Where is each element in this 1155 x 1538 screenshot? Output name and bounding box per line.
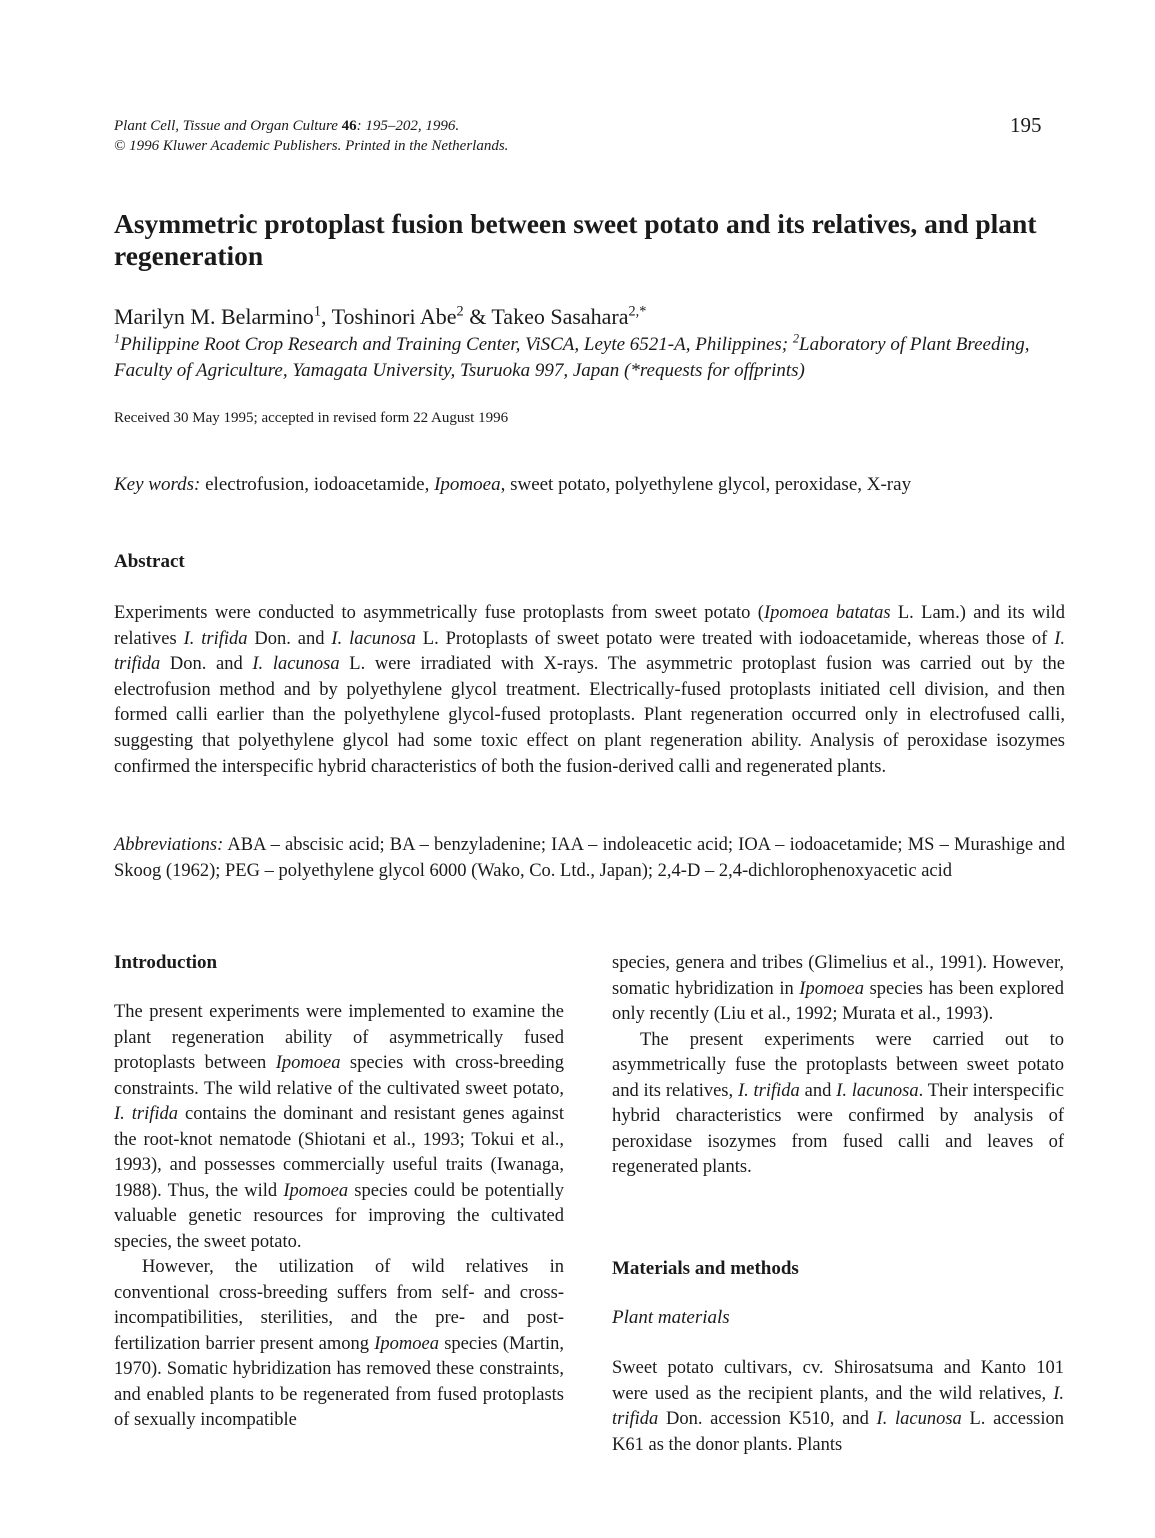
author-separator: , <box>320 304 332 329</box>
paragraph-span: Don. accession K510, and <box>658 1409 877 1429</box>
paragraph <box>612 1356 1064 1458</box>
paragraph-span: I. trifida <box>737 1080 800 1101</box>
paragraph-span: I. lacunosa <box>876 1409 962 1429</box>
left-column <box>114 1000 564 1434</box>
abstract-text-span: Ipomoea batatas <box>763 603 891 623</box>
right-column-intro <box>612 951 1064 1181</box>
author-name: Toshinori Abe <box>331 304 457 329</box>
copyright-line: © 1996 Kluwer Academic Publishers. Printed in the Netherlands. <box>114 138 509 154</box>
paragraph-span: and <box>799 1080 837 1101</box>
abstract-text-span: L. were irradiated with X-rays. The asymmetric protoplast fusion was carried out by the electrofusion method and by polyethylene glycol treatment. Electrically-fused protoplasts initiated cell division, and then formed calli earlier than the polyethylene glycol-fused protoplasts. Plant regeneration occurred only in electrofused calli, suggesting that polyethylene glycol had some toxic effect on plant regeneration ability. Analysis of peroxidase isozymes confirmed the interspecific hybrid characteristics of both the fusion-derived calli and regenerated plants. <box>114 654 1065 777</box>
abstract-text-span: I. lacunosa <box>252 654 340 675</box>
journal-pages: : 195–202, 1996. <box>356 118 460 134</box>
paragraph-span: Ipomoea <box>283 1180 349 1201</box>
journal-citation <box>114 116 508 156</box>
journal-volume: 46 <box>341 118 357 134</box>
abstract-text <box>114 601 1065 780</box>
paragraph-span: I. lacunosa <box>836 1080 919 1101</box>
paragraph-span: Ipomoea <box>275 1053 341 1073</box>
paragraph-span: However, the utilization of wild relatives in conventional cross-breeding suffers from self- and cross-incompatibilities, sterilities, and the pre- and post-fertilization barrier present among <box>114 1257 564 1354</box>
abstract-text-span: Don. and <box>247 628 332 649</box>
paragraph-span: Ipomoea <box>799 978 865 999</box>
paragraph <box>114 1255 564 1434</box>
paragraph-span: contains the dominant and resistant genes against the root-knot nematode (Shiotani et al., 1993; Tokui et al., 1993), and possesses commercially useful traits (Iwanaga, 1988). Thus, the wild <box>114 1104 564 1201</box>
author-affiliation-mark: 2,* <box>628 303 647 320</box>
paragraph-span: species (Martin, 1970). Somatic hybridization has removed these constraints, and enabled plants to be regenerated from fused protoplasts of sexually incompatible <box>114 1333 564 1430</box>
abstract-text-span: L. Lam.) and its wild relatives <box>114 603 1065 649</box>
abstract-text-span: I. trifida <box>183 628 248 649</box>
keywords-text: Ipomoea <box>434 474 501 495</box>
paragraph-span: Ipomoea <box>374 1333 439 1354</box>
page-number: 195 <box>1010 113 1042 137</box>
keywords-text: electrofusion, iodoacetamide, <box>200 474 435 495</box>
author-affiliation-mark: 1 <box>313 303 321 320</box>
author-list <box>114 304 646 330</box>
paragraph-span: The present experiments were implemented to examine the plant regeneration ability of asymmetrically fused protoplasts between <box>114 1002 564 1073</box>
abbreviations-label: Abbreviations: <box>114 835 224 855</box>
affiliation-mark: 2 <box>792 331 800 346</box>
methods-heading: Materials and methods <box>612 1258 799 1279</box>
author-name: Marilyn M. Belarmino <box>114 304 314 329</box>
abbreviations-text: ABA – abscisic acid; BA – benzyladenine; IAA – indoleacetic acid; IOA – iodoacetamide; MS – Murashige and Skoog (1962); PEG – polyethylene glycol 6000 (Wako, Co. Ltd., Japan); 2,4-D – 2,4-dichlorophenoxyacetic acid <box>114 835 1065 881</box>
introduction-heading: Introduction <box>114 952 218 973</box>
abstract-text-span: Don. and <box>160 654 253 675</box>
abbreviations <box>114 833 1065 884</box>
paragraph-span: L. accession K61 as the donor plants. Plants <box>612 1409 1064 1455</box>
author-separator: & <box>463 304 492 329</box>
affiliation-2: Laboratory of Plant Breeding, Faculty of Agriculture, Yamagata University, Tsuruoka 997, Japan (*requests for offprints) <box>114 334 1030 381</box>
paper-title: Asymmetric protoplast fusion between sweet potato and its relatives, and plant regeneration <box>114 208 1037 271</box>
paragraph-span: . Their interspecific hybrid characteristics were confirmed by analysis of peroxidase isozymes from fused calli and leaves of regenerated plants. <box>612 1080 1064 1177</box>
paragraph-span: species has been explored only recently (Liu et al., 1992; Murata et al., 1993). <box>612 978 1065 1024</box>
keywords <box>114 474 1054 496</box>
affiliation-1: Philippine Root Crop Research and Training Center, ViSCA, Leyte 6521-A, Philippines; <box>120 334 793 355</box>
paragraph <box>612 951 1064 1028</box>
paragraph-span: I. trifida <box>612 1383 1064 1429</box>
keywords-text: , sweet potato, polyethylene glycol, peroxidase, X-ray <box>500 474 912 495</box>
right-column-methods <box>612 1356 1064 1458</box>
journal-name: Plant Cell, Tissue and Organ Culture <box>114 118 338 134</box>
paragraph-span: species, genera and tribes (Glimelius et al., 1991). However, somatic hybridization in <box>612 953 1064 999</box>
paragraph-span: I. trifida <box>114 1104 179 1124</box>
abstract-text-span: L. Protoplasts of sweet potato were treated with iodoacetamide, whereas those of <box>415 628 1055 649</box>
abstract-text-span: I. trifida <box>114 628 1065 675</box>
author-name: Takeo Sasahara <box>491 304 629 329</box>
plant-materials-subheading: Plant materials <box>612 1307 730 1328</box>
abstract-text-span: Experiments were conducted to asymmetrically fuse protoplasts from sweet potato ( <box>114 603 764 623</box>
paragraph <box>114 1000 564 1255</box>
paragraph-span: The present experiments were carried out to asymmetrically fuse the protoplasts between sweet potato and its relatives, <box>612 1029 1064 1101</box>
affiliations <box>114 332 1044 384</box>
paragraph <box>612 1028 1064 1181</box>
paragraph-span: species with cross-breeding constraints. The wild relative of the cultivated sweet potato, <box>114 1053 565 1099</box>
abstract-heading: Abstract <box>114 551 185 572</box>
paragraph-span: species could be potentially valuable genetic resources for improving the cultivated species, the sweet potato. <box>114 1180 564 1252</box>
abstract-text-span: I. lacunosa <box>331 628 416 649</box>
received-dates: Received 30 May 1995; accepted in revised form 22 August 1996 <box>114 410 509 426</box>
author-affiliation-mark: 2 <box>456 303 464 320</box>
paragraph-span: Sweet potato cultivars, cv. Shirosatsuma and Kanto 101 were used as the recipient plants, and the wild relatives, <box>612 1358 1064 1404</box>
keywords-label: Key words: <box>114 474 201 495</box>
affiliation-mark: 1 <box>114 331 121 346</box>
